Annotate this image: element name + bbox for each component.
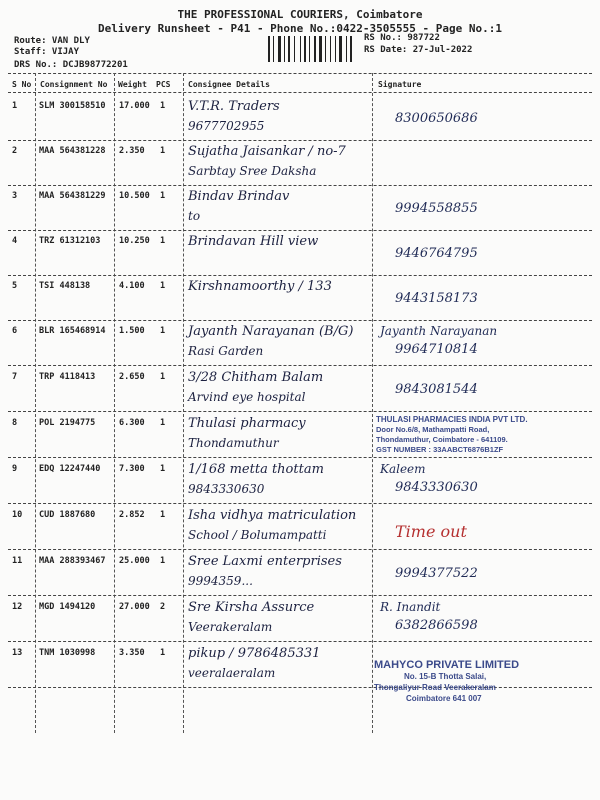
barcode-bar (288, 36, 290, 62)
barcode-bar (346, 36, 347, 62)
barcode-bar (325, 36, 326, 62)
barcode-bar (278, 36, 281, 62)
consignment-number: POL 2194775 (39, 418, 96, 428)
company-title: THE PROFESSIONAL COURIERS, Coimbatore (177, 8, 423, 21)
table-top-line (8, 73, 592, 74)
table-row (0, 504, 600, 549)
consignment-number: TRZ 61312103 (39, 236, 101, 246)
rs-date-label: RS Date: 27-Jul-2022 (364, 45, 473, 55)
consignee-line-1: Sre Kirsha Assurce (188, 600, 315, 615)
col-header-weight: Weight (118, 80, 147, 89)
pcs-value: 1 (160, 464, 166, 474)
table-row (0, 550, 600, 595)
serial-number: 11 (12, 556, 23, 566)
table-row (0, 596, 600, 641)
pcs-value: 1 (160, 101, 166, 111)
serial-number: 8 (12, 418, 18, 428)
signature-text: 9994377522 (395, 566, 478, 581)
barcode (268, 36, 360, 62)
consignee-line-2: Rasi Garden (188, 344, 264, 358)
pcs-value: 1 (160, 418, 166, 428)
consignment-number: MGD 1494120 (39, 602, 96, 612)
consignee-line-1: 3/28 Chitham Balam (188, 370, 324, 385)
weight-value: 4.100 (119, 281, 145, 291)
weight-value: 17.000 (119, 101, 150, 111)
barcode-bar (268, 36, 270, 62)
barcode-bar (319, 36, 322, 62)
pcs-value: 1 (160, 326, 166, 336)
signature-text: 9843081544 (395, 382, 478, 397)
serial-number: 7 (12, 372, 18, 382)
signature-line-2: 6382866598 (395, 618, 478, 633)
consignee-line-1: Jayanth Narayanan (B/G) (188, 324, 354, 339)
consignment-number: EDQ 12247440 (39, 464, 101, 474)
consignee-line-1: Bindav Brindav (188, 189, 290, 204)
barcode-bar (273, 36, 274, 62)
pcs-value: 1 (160, 372, 166, 382)
serial-number: 12 (12, 602, 23, 612)
pcs-value: 2 (160, 602, 166, 612)
serial-number: 13 (12, 648, 23, 658)
drs-label: DRS No.: DCJB98772201 (14, 60, 128, 70)
weight-value: 25.000 (119, 556, 150, 566)
consignment-number: MAA 564381229 (39, 191, 106, 201)
pcs-value: 1 (160, 281, 166, 291)
serial-number: 5 (12, 281, 18, 291)
serial-number: 1 (12, 101, 18, 111)
weight-value: 7.300 (119, 464, 145, 474)
weight-value: 2.852 (119, 510, 145, 520)
table-row (0, 230, 600, 275)
barcode-bar (335, 36, 336, 62)
consignee-line-1: Thulasi pharmacy (188, 416, 306, 431)
consignee-line-1: Isha vidhya matriculation (188, 508, 357, 523)
consignee-line-2: to (188, 209, 201, 223)
signature-line-1: Jayanth Narayanan (380, 324, 498, 338)
serial-number: 6 (12, 326, 18, 336)
col-header-signature: Signature (378, 80, 422, 89)
consignee-line-2: Thondamuthur (188, 436, 279, 450)
table-row (0, 140, 600, 185)
barcode-bar (350, 36, 352, 62)
weight-value: 27.000 (119, 602, 150, 612)
signature-text: 9994558855 (395, 201, 478, 216)
barcode-bar (300, 36, 301, 62)
consignee-line-2: Veerakeralam (188, 620, 273, 634)
signature-line-2: 9843330630 (395, 480, 478, 495)
consignment-number: TSI 448138 (39, 281, 91, 291)
barcode-bar (304, 36, 306, 62)
barcode-bar (284, 36, 285, 62)
signature-text: 8300650686 (395, 111, 478, 126)
consignment-number: SLM 300158510 (39, 101, 106, 111)
barcode-bar (314, 36, 316, 62)
consignee-line-2: 9677702955 (188, 119, 265, 133)
pcs-value: 1 (160, 556, 166, 566)
consignee-line-2: Arvind eye hospital (188, 390, 306, 404)
pcs-value: 1 (160, 510, 166, 520)
consignee-line-2: 9994359... (188, 574, 253, 588)
weight-value: 2.650 (119, 372, 145, 382)
consignment-number: CUD 1887680 (39, 510, 96, 520)
col-header-consignee: Consignee Details (188, 80, 270, 89)
consignment-number: TRP 4118413 (39, 372, 96, 382)
consignment-number: MAA 288393467 (39, 556, 106, 566)
signature-text: Time out (395, 522, 467, 541)
consignee-line-2: veeralaeralam (188, 666, 276, 680)
weight-value: 10.250 (119, 236, 150, 246)
signature-text: 9446764795 (395, 246, 478, 261)
signature-text: 9443158173 (395, 291, 478, 306)
runsheet-title: Delivery Runsheet - P41 - Phone No.:0422-3505555 - Page No.:1 (98, 22, 502, 35)
pcs-value: 1 (160, 236, 166, 246)
col-header-sno: S No (12, 80, 32, 89)
barcode-bar (339, 36, 342, 62)
serial-number: 4 (12, 236, 18, 246)
serial-number: 2 (12, 146, 18, 156)
table-row (0, 185, 600, 230)
signature-line-1: R. Inandit (380, 600, 441, 614)
consignee-line-1: pikup / 9786485331 (188, 646, 321, 661)
table-row (0, 275, 600, 320)
barcode-bar (309, 36, 310, 62)
table-row (0, 95, 600, 140)
staff-label: Staff: VIJAY (14, 47, 80, 57)
consignee-line-1: Brindavan Hill view (188, 234, 319, 249)
header-bottom-line (8, 92, 592, 93)
barcode-bar (294, 36, 295, 62)
thulasi-stamp: THULASI PHARMACIES INDIA PVT LTD. Door No.6/8, Mathampatti Road, Thondamuthur, Coimbatore - 641109. GST NUMBER : 33AABCT6876B1ZF (376, 415, 528, 454)
consignment-number: BLR 165468914 (39, 326, 106, 336)
consignee-line-1: Kirshnamoorthy / 133 (188, 279, 332, 294)
col-header-consignment: Consignment No (40, 80, 108, 89)
route-label: Route: VAN DLY (14, 36, 90, 46)
col-header-pcs: PCS (156, 80, 171, 89)
consignee-line-1: 1/168 metta thottam (188, 462, 324, 477)
serial-number: 10 (12, 510, 23, 520)
consignment-number: MAA 564381228 (39, 146, 106, 156)
consignee-line-1: V.T.R. Traders (188, 99, 280, 114)
weight-value: 6.300 (119, 418, 145, 428)
pcs-value: 1 (160, 146, 166, 156)
mahyco-stamp: MAHYCO PRIVATE LIMITED No. 15-B Thotta Salai, Thongaliyur Road Veerakeralam Coimbatore 641 007 (374, 659, 520, 703)
table-row (0, 320, 600, 365)
weight-value: 2.350 (119, 146, 145, 156)
weight-value: 1.500 (119, 326, 145, 336)
consignee-line-2: 9843330630 (188, 482, 265, 496)
consignee-line-2: School / Bolumampatti (188, 528, 327, 542)
consignee-line-1: Sree Laxmi enterprises (188, 554, 342, 569)
consignee-line-1: Sujatha Jaisankar / no-7 (188, 144, 346, 159)
pcs-value: 1 (160, 648, 166, 658)
pcs-value: 1 (160, 191, 166, 201)
consignee-line-2: Sarbtay Sree Daksha (188, 164, 317, 178)
signature-line-1: Kaleem (380, 462, 426, 476)
serial-number: 3 (12, 191, 18, 201)
table-row (0, 458, 600, 503)
barcode-bar (330, 36, 331, 62)
serial-number: 9 (12, 464, 18, 474)
signature-line-2: 9964710814 (395, 342, 478, 357)
table-row (0, 366, 600, 411)
weight-value: 3.350 (119, 648, 145, 658)
rs-no-label: RS No.: 987722 (364, 33, 440, 43)
consignment-number: TNM 1030998 (39, 648, 96, 658)
weight-value: 10.500 (119, 191, 150, 201)
